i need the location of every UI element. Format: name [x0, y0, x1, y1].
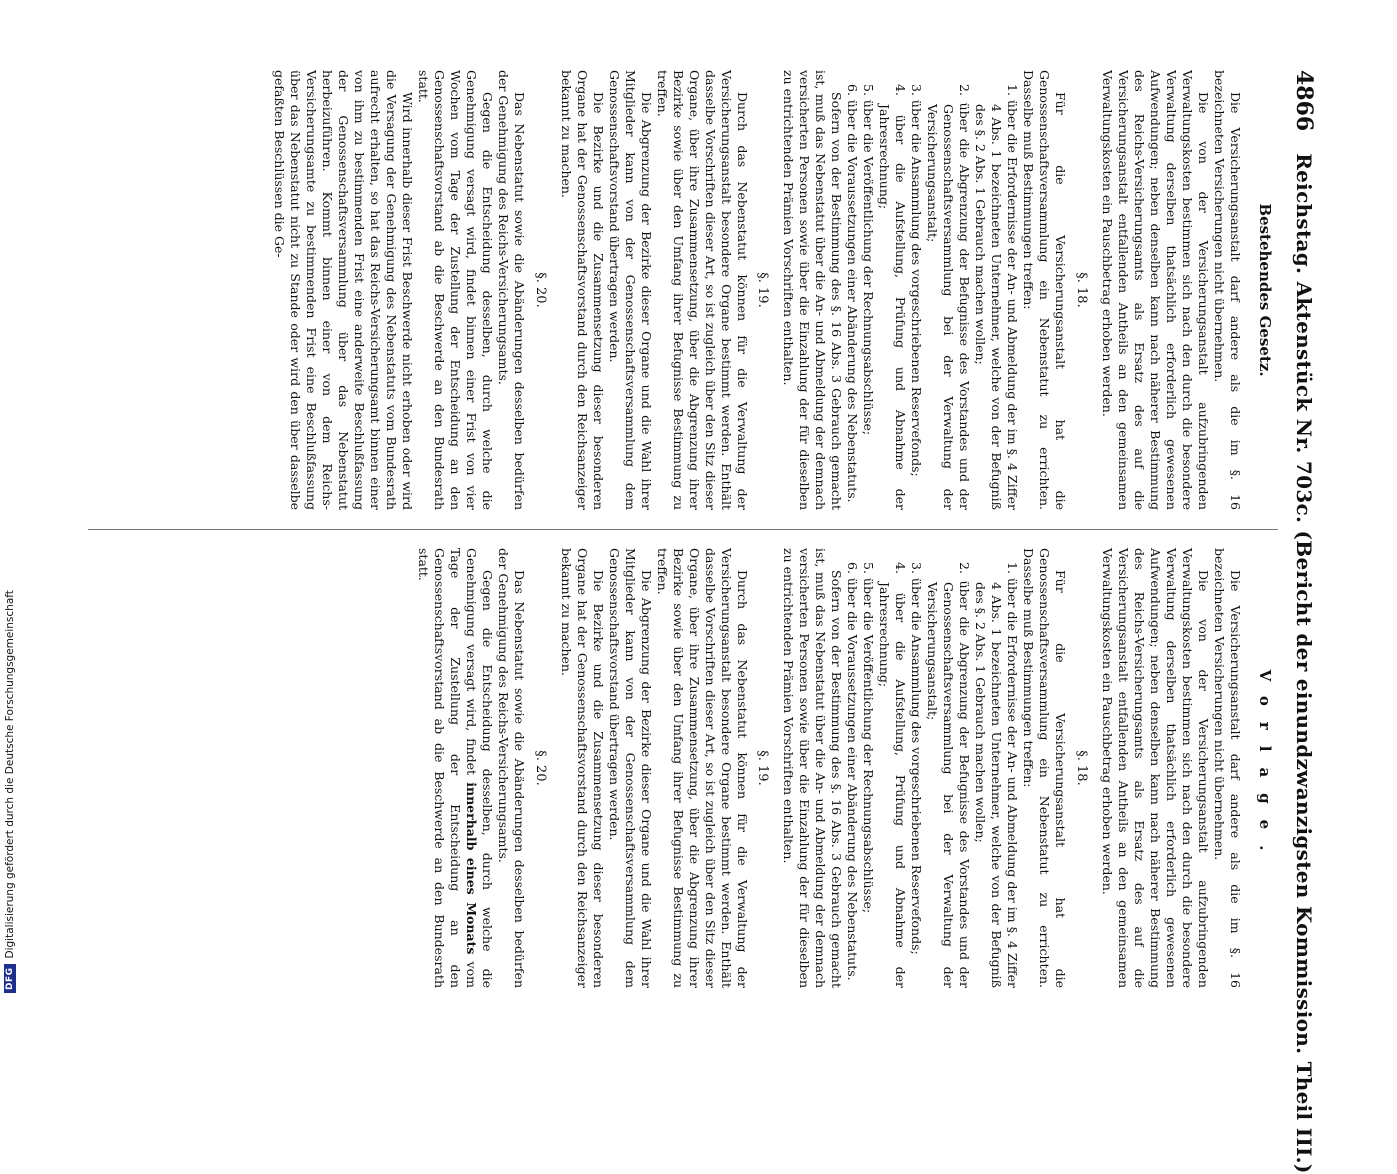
column-draft-bill: [415, 548, 1278, 988]
paragraph: Die von der Versicherungsanstalt aufzubringenden Verwaltungskosten bestimmen sich nach den durch die besondere Verwaltung derselben thatsächlich erforderlich gewesenen Aufwendungen; neben denselben kann nach näherer Bestimmung des Reichs-Versicherungsamts als Ersatz des auf die Versicherungsanstalt entfallenden Antheils an den gemeinsamen Verwaltungskosten ein Pauschbetrag erhoben werden.: [1099, 70, 1211, 510]
paragraph: Die Bezirke und die Zusammensetzung dieser besonderen Organe hat der Genossenschaftsvorstand durch den Reichsanzeiger bekannt zu machen.: [558, 70, 606, 510]
section-title: §. 19.: [755, 272, 771, 308]
section-title: §. 19.: [755, 750, 771, 786]
digitization-footer: [4, 590, 16, 993]
section-title: §. 20.: [532, 272, 548, 308]
list-item: 6. über die Voraussetzungen einer Abänderung des Nebenstatuts.: [845, 84, 861, 503]
list-item: 1. über die Erfordernisse der An- und Abmeldung der im §. 4 Ziffer 4 Abs. 1 bezeichneten Unternehmer, welche von der Befugniß des §. 2 Abs. 1 Gebrauch machen wollen;: [973, 562, 1021, 988]
text-run: vom Tage der Zustellung der Entscheidung an den Genossenschaftsvorstand ab die Beschwerde an den Bundesrath statt.: [415, 548, 479, 988]
paragraph: Durch das Nebenstatut können für die Verwaltung der Versicherungsanstalt besondere Organe bestimmt werden. Enthält dasselbe Vorschriften dieser Art, so ist zugleich über den Sitz dieser Organe, über ihre Zusammensetzung, über die Abgrenzung ihrer Bezirke sowie über den Umfang ihrer Befugnisse Bestimmung zu treffen.: [654, 70, 750, 510]
dfg-logo: DFG: [4, 964, 16, 993]
column-heading: Bestehendes Gesetz.: [1256, 203, 1274, 377]
paragraph: Die Versicherungsanstalt darf andere als die im §. 16 bezeichneten Versicherungen nicht übernehmen.: [1211, 70, 1243, 510]
list-item: 3. über die Ansammlung des vorgeschriebenen Reservefonds;: [909, 84, 925, 477]
paragraph: Für die Versicherungsanstalt hat die Genossenschaftsversammlung ein Nebenstatut zu errichten. Dasselbe muß Bestimmungen treffen:: [1021, 548, 1069, 988]
list-item: 2. über die Abgrenzung der Befugnisse des Vorstandes und der Genossenschaftsversammlung bei der Verwaltung der Versicherungsanstalt;: [925, 84, 973, 510]
list-item: 1. über die Erfordernisse der An- und Abmeldung der im §. 4 Ziffer 4 Abs. 1 bezeichneten Unternehmer, welche von der Befugniß des §. 2 Abs. 1 Gebrauch machen wollen;: [973, 84, 1021, 510]
rotated-document-page: [78, 70, 1318, 1174]
footer-text: Digitalisierung gefördert durch die Deutsche Forschungsgemeinschaft: [4, 590, 16, 959]
page-title: Reichstag. Aktenstück Nr. 703c. (Bericht der einundzwanzigsten Kommission. Theil III.): [1292, 153, 1316, 1174]
paragraph: [415, 548, 495, 988]
section-title: §. 18.: [1073, 272, 1089, 308]
paragraph: Die Versicherungsanstalt darf andere als die im §. 16 bezeichneten Versicherungen nicht übernehmen.: [1211, 548, 1243, 988]
column-existing-law: [271, 70, 1278, 510]
paragraph: Die Abgrenzung der Bezirke dieser Organe und die Wahl ihrer Mitglieder kann von der Genossenschaftsversammlung dem Genossenschaftsvorstand übertragen werden.: [606, 548, 654, 988]
page-header: [1288, 70, 1318, 1174]
list-item: 6. über die Voraussetzungen einer Abänderung des Nebenstatuts.: [845, 562, 861, 981]
paragraph: Das Nebenstatut sowie die Abänderungen desselben bedürfen der Genehmigung des Reichs-Versicherungsamts.: [495, 70, 527, 510]
paragraph: Die Bezirke und die Zusammensetzung dieser besonderen Organe hat der Genossenschaftsvorstand durch den Reichsanzeiger bekannt zu machen.: [558, 548, 606, 988]
paragraph: Für die Versicherungsanstalt hat die Genossenschaftsversammlung ein Nebenstatut zu errichten. Dasselbe muß Bestimmungen treffen:: [1021, 70, 1069, 510]
text-run: Gegen die Entscheidung desselben, durch welche die Genehmigung versagt wird, findet: [463, 548, 495, 988]
emphasized-text: innerhalb eines Monats: [463, 782, 479, 955]
section-title: §. 18.: [1073, 750, 1089, 786]
paragraph: Sofern von der Bestimmung des §. 16 Abs. 3 Gebrauch gemacht ist, muß das Nebenstatut über die An- und Abmeldung der demnach versicherten Personen sowie über die Einzahlung der für dieselben zu entrichtenden Prämien Vorschriften enthalten.: [781, 70, 845, 510]
section-title: §. 20.: [532, 750, 548, 786]
column-heading: Vorlage.: [1256, 669, 1274, 867]
column-divider: [88, 529, 1278, 530]
paragraph: Das Nebenstatut sowie die Abänderungen desselben bedürfen der Genehmigung des Reichs-Versicherungsamts.: [495, 548, 527, 988]
paragraph: Gegen die Entscheidung desselben, durch welche die Genehmigung versagt wird, findet binnen einer Frist von vier Wochen vom Tage der Zustellung der Entscheidung an den Genossenschaftsvorstand ab die Beschwerde an den Bundesrath statt.: [415, 70, 495, 510]
paragraph: Wird innerhalb dieser Frist Beschwerde nicht erhoben oder wird die Versagung der Genehmigung des Nebenstatuts vom Bundesrath aufrecht erhalten, so hat das Reichs-Versicherungsamt binnen einer von ihm zu bestimmenden Frist eine anderweite Beschlußfassung der Genossenschaftsversammlung über das Nebenstatut herbeizuführen. Kommt binnen einer von dem Reichs-Versicherungsamte zu bestimmenden Frist eine Beschlußfassung über das Nebenstatut nicht zu Stande oder wird den über dasselbe gefaßten Beschlüssen die Ge-: [271, 70, 415, 510]
paragraph: Sofern von der Bestimmung des §. 16 Abs. 3 Gebrauch gemacht ist, muß das Nebenstatut über die An- und Abmeldung der demnach versicherten Personen sowie über die Einzahlung der für dieselben zu entrichtenden Prämien Vorschriften enthalten.: [781, 548, 845, 988]
list-item: 5. über die Veröffentlichung der Rechnungsabschlüsse;: [861, 562, 877, 914]
paragraph: Durch das Nebenstatut können für die Verwaltung der Versicherungsanstalt besondere Organe bestimmt werden. Enthält dasselbe Vorschriften dieser Art, so ist zugleich über den Sitz dieser Organe, über ihre Zusammensetzung, über die Abgrenzung ihrer Bezirke sowie über den Umfang ihrer Befugnisse Bestimmung zu treffen.: [654, 548, 750, 988]
paragraph: Die Abgrenzung der Bezirke dieser Organe und die Wahl ihrer Mitglieder kann von der Genossenschaftsversammlung dem Genossenschaftsvorstand übertragen werden.: [606, 70, 654, 510]
list-item: 4. über die Aufstellung, Prüfung und Abnahme der Jahresrechnung;: [877, 562, 909, 988]
list-item: 4. über die Aufstellung, Prüfung und Abnahme der Jahresrechnung;: [877, 84, 909, 510]
list-item: 3. über die Ansammlung des vorgeschriebenen Reservefonds;: [909, 562, 925, 955]
paragraph: Die von der Versicherungsanstalt aufzubringenden Verwaltungskosten bestimmen sich nach den durch die besondere Verwaltung derselben thatsächlich erforderlich gewesenen Aufwendungen; neben denselben kann nach näherer Bestimmung des Reichs-Versicherungsamts als Ersatz des auf die Versicherungsanstalt entfallenden Antheils an den gemeinsamen Verwaltungskosten ein Pauschbetrag erhoben werden.: [1099, 548, 1211, 988]
list-item: 5. über die Veröffentlichung der Rechnungsabschlüsse;: [861, 84, 877, 436]
list-item: 2. über die Abgrenzung der Befugnisse des Vorstandes und der Genossenschaftsversammlung bei der Verwaltung der Versicherungsanstalt;: [925, 562, 973, 988]
page-number: 4866: [1291, 70, 1317, 132]
